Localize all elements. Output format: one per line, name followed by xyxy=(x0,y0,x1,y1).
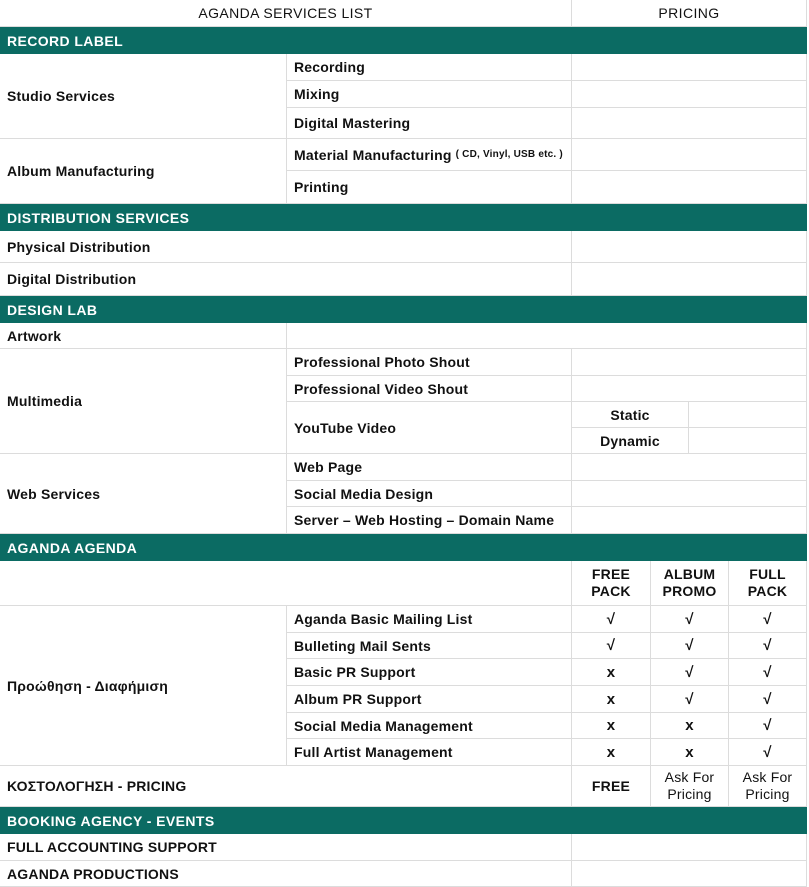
album-mark-2: √ xyxy=(651,659,729,686)
recording-label: Recording xyxy=(287,54,572,81)
section-record-label: RECORD LABEL xyxy=(0,27,807,54)
free-mark-2: x xyxy=(572,659,651,686)
pricing-label: ΚΟΣΤΟΛΟΓΗΣΗ - PRICING xyxy=(0,766,572,807)
album-mark-3: √ xyxy=(651,686,729,713)
studio-services-label: Studio Services xyxy=(0,54,287,139)
agenda-service-5: Full Artist Management xyxy=(287,739,572,766)
column-header-services: AGANDA SERVICES LIST xyxy=(0,0,572,27)
free-mark-0: √ xyxy=(572,606,651,633)
photo-price-cell xyxy=(572,349,807,376)
agenda-service-4: Social Media Management xyxy=(287,713,572,739)
agenda-service-1: Bulleting Mail Sents xyxy=(287,633,572,659)
digital-price-cell xyxy=(572,263,807,296)
productions-price-cell xyxy=(572,861,807,887)
full-pack-line2: PACK xyxy=(747,583,788,599)
accounting-price-cell xyxy=(572,834,807,861)
web-page-price-cell xyxy=(572,454,807,481)
album-promo-line1: ALBUM xyxy=(663,566,716,582)
static-price-cell xyxy=(689,402,807,428)
free-pricing: FREE xyxy=(572,766,651,807)
digital-distribution-label: Digital Distribution xyxy=(0,263,572,296)
material-price-cell xyxy=(572,139,807,171)
web-services-label: Web Services xyxy=(0,454,287,534)
physical-distribution-label: Physical Distribution xyxy=(0,231,572,263)
free-mark-4: x xyxy=(572,713,651,739)
free-pack-line2: PACK xyxy=(591,583,631,599)
full-pack-line1: FULL xyxy=(749,566,786,582)
material-note: ( CD, Vinyl, USB etc. ) xyxy=(455,149,563,160)
full-pack-header xyxy=(729,561,807,606)
video-shout-label: Professional Video Shout xyxy=(287,376,572,402)
social-media-design-label: Social Media Design xyxy=(287,481,572,507)
accounting-label: FULL ACCOUNTING SUPPORT xyxy=(0,834,572,861)
social-design-price-cell xyxy=(572,481,807,507)
free-pack-line1: FREE xyxy=(591,566,631,582)
dynamic-price-cell xyxy=(689,428,807,454)
material-manufacturing-cell xyxy=(287,139,572,171)
album-pricing xyxy=(651,766,729,807)
dynamic-label: Dynamic xyxy=(572,428,689,454)
section-design-lab: DESIGN LAB xyxy=(0,296,807,323)
multimedia-label: Multimedia xyxy=(0,349,287,454)
physical-price-cell xyxy=(572,231,807,263)
agenda-service-3: Album PR Support xyxy=(287,686,572,713)
free-mark-5: x xyxy=(572,739,651,766)
album-pricing-line1: Ask For xyxy=(664,769,715,785)
section-agenda: AGANDA AGENDA xyxy=(0,534,807,561)
album-mark-5: x xyxy=(651,739,729,766)
section-distribution: DISTRIBUTION SERVICES xyxy=(0,204,807,231)
agenda-service-0: Aganda Basic Mailing List xyxy=(287,606,572,633)
mixing-price-cell xyxy=(572,81,807,108)
agenda-service-2: Basic PR Support xyxy=(287,659,572,686)
full-pricing-line1: Ask For xyxy=(742,769,793,785)
packs-header-blank xyxy=(0,561,572,606)
youtube-video-label: YouTube Video xyxy=(287,402,572,454)
mastering-price-cell xyxy=(572,108,807,139)
mixing-label: Mixing xyxy=(287,81,572,108)
server-hosting-label: Server – Web Hosting – Domain Name xyxy=(287,507,572,534)
web-page-label: Web Page xyxy=(287,454,572,481)
full-mark-2: √ xyxy=(729,659,807,686)
album-promo-header xyxy=(651,561,729,606)
digital-mastering-label: Digital Mastering xyxy=(287,108,572,139)
artwork-price-cell xyxy=(287,323,807,349)
full-pricing-line2: Pricing xyxy=(745,786,790,802)
full-mark-3: √ xyxy=(729,686,807,713)
album-manufacturing-label: Album Manufacturing xyxy=(0,139,287,204)
full-mark-5: √ xyxy=(729,739,807,766)
album-mark-0: √ xyxy=(651,606,729,633)
full-mark-0: √ xyxy=(729,606,807,633)
free-mark-1: √ xyxy=(572,633,651,659)
material-manufacturing-label: Material Manufacturing xyxy=(294,146,452,163)
full-pricing xyxy=(729,766,807,807)
printing-label: Printing xyxy=(287,171,572,204)
column-header-pricing: PRICING xyxy=(572,0,807,27)
productions-label: AGANDA PRODUCTIONS xyxy=(0,861,572,887)
section-booking: BOOKING AGENCY - EVENTS xyxy=(0,807,807,834)
free-pack-header xyxy=(572,561,651,606)
artwork-label: Artwork xyxy=(0,323,287,349)
album-pricing-line2: Pricing xyxy=(667,786,712,802)
printing-price-cell xyxy=(572,171,807,204)
album-promo-line2: PROMO xyxy=(662,583,717,599)
free-mark-3: x xyxy=(572,686,651,713)
server-price-cell xyxy=(572,507,807,534)
full-mark-1: √ xyxy=(729,633,807,659)
album-mark-1: √ xyxy=(651,633,729,659)
album-mark-4: x xyxy=(651,713,729,739)
full-mark-4: √ xyxy=(729,713,807,739)
recording-price-cell xyxy=(572,54,807,81)
promotion-label: Προώθηση - Διαφήμιση xyxy=(0,606,287,766)
photo-shout-label: Professional Photo Shout xyxy=(287,349,572,376)
video-price-cell xyxy=(572,376,807,402)
static-label: Static xyxy=(572,402,689,428)
